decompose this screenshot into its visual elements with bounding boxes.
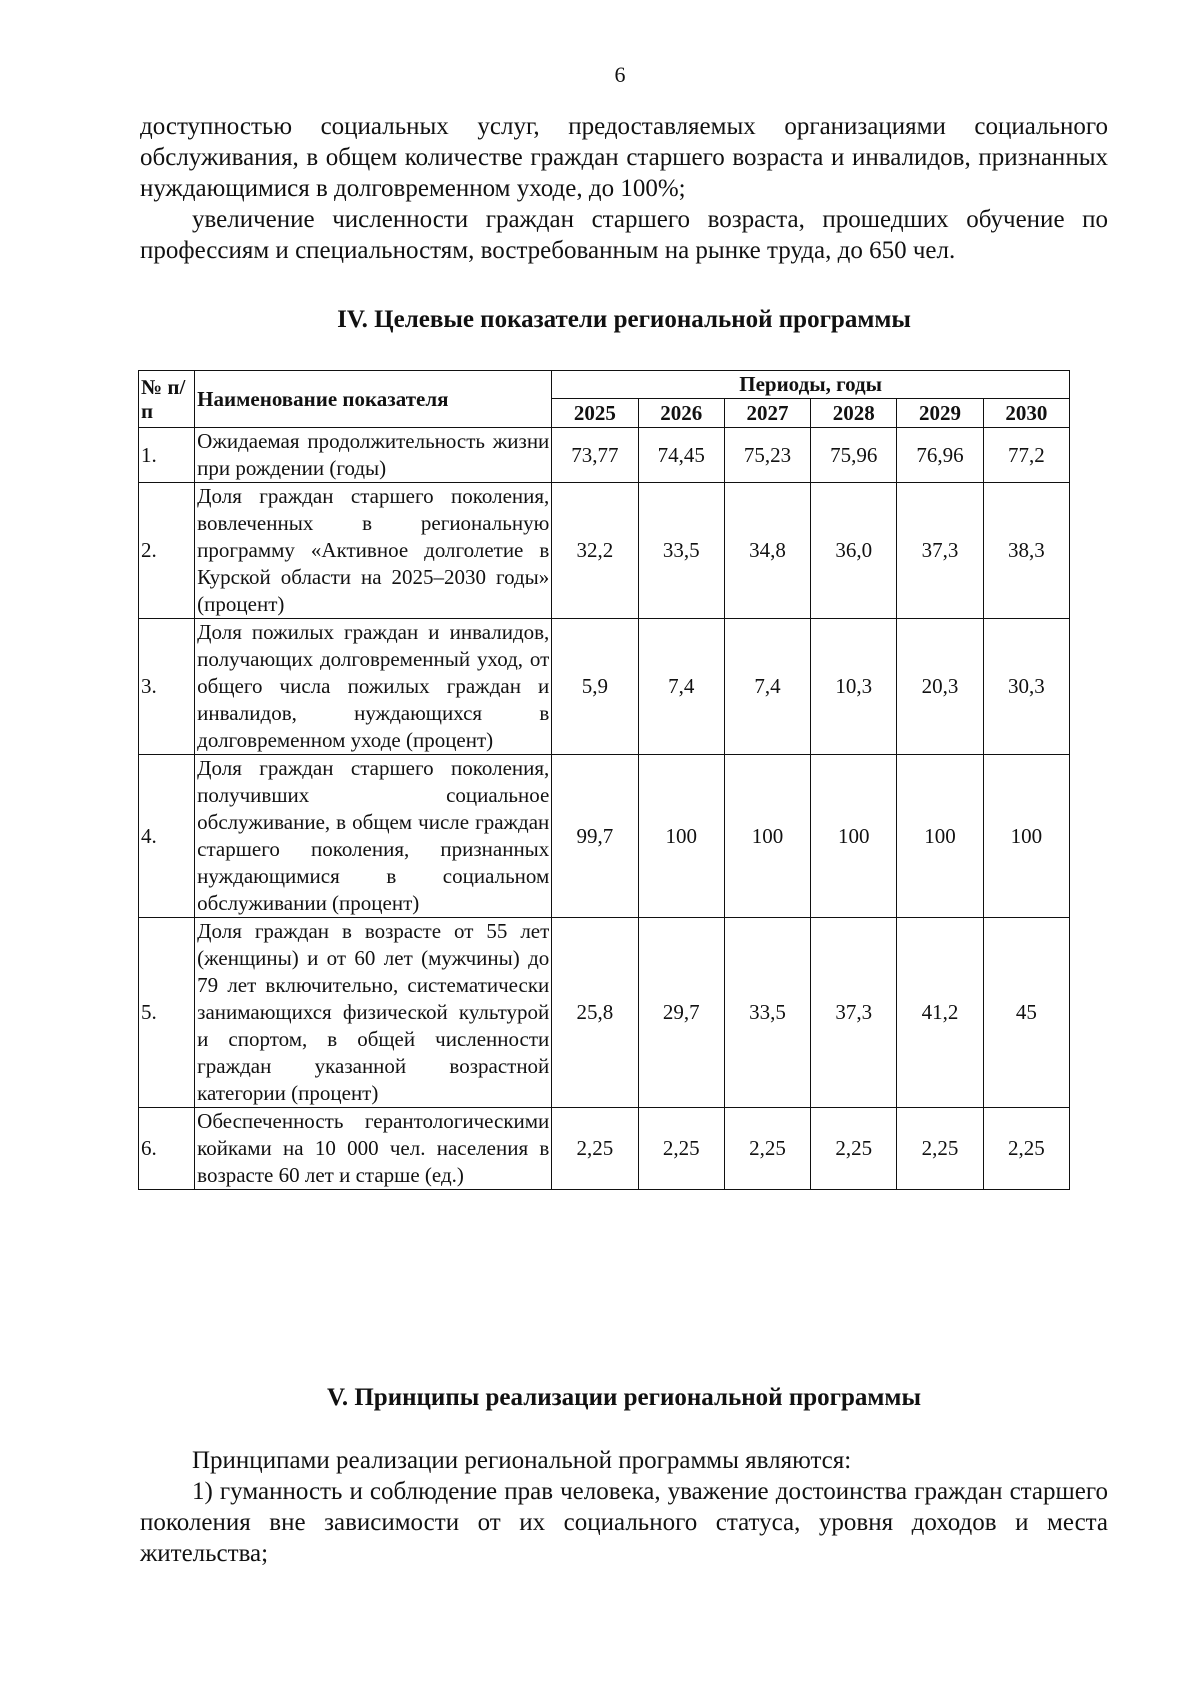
section-iv-heading: IV. Целевые показатели региональной программы [337,306,911,333]
header-year: 2030 [983,399,1069,428]
indicator-value: 33,5 [724,918,810,1108]
indicator-value: 32,2 [552,483,638,619]
indicator-name: Доля граждан в возрасте от 55 лет (женщины) и от 60 лет (мужчины) до 79 лет включительно, систематически занимающихся физической культурой и спортом, в общей численности граждан указанной возрастной категории (процент) [195,918,552,1108]
row-number: 4. [139,755,195,918]
indicator-value: 36,0 [811,483,897,619]
page-number: 6 [614,62,626,87]
indicator-name: Доля пожилых граждан и инвалидов, получающих долговременный уход, от общего числа пожилых граждан и инвалидов, нуждающихся в долговременном уходе (процент) [195,619,552,755]
indicator-value: 2,25 [811,1108,897,1190]
indicator-value: 10,3 [811,619,897,755]
table-row [139,755,1070,918]
row-number: 1. [139,428,195,483]
indicator-value: 33,5 [638,483,724,619]
indicator-value: 30,3 [983,619,1069,755]
principles-paragraph: 1) гуманность и соблюдение прав человека, уважение достоинства граждан старшего поколения вне зависимости от их социального статуса, уровня доходов и места жительства; [140,1478,1108,1567]
principles-paragraph: Принципами реализации региональной программы являются: [192,1447,852,1474]
indicator-value: 29,7 [638,918,724,1108]
table-row [139,619,1070,755]
intro-text [140,111,1108,266]
indicator-value: 41,2 [897,918,983,1108]
indicator-value: 25,8 [552,918,638,1108]
section-v-heading: V. Принципы реализации региональной программы [327,1384,921,1411]
indicator-value: 100 [724,755,810,918]
indicator-value: 100 [897,755,983,918]
indicator-value: 2,25 [724,1108,810,1190]
indicator-value: 74,45 [638,428,724,483]
header-year: 2027 [724,399,810,428]
header-indicator-name: Наименование показателя [195,371,552,428]
indicator-value: 37,3 [897,483,983,619]
row-number: 2. [139,483,195,619]
indicator-value: 2,25 [983,1108,1069,1190]
indicator-value: 5,9 [552,619,638,755]
header-periods: Периоды, годы [552,371,1070,399]
indicator-value: 99,7 [552,755,638,918]
header-year: 2025 [552,399,638,428]
table-row [139,483,1070,619]
indicator-value: 100 [638,755,724,918]
indicator-value: 73,77 [552,428,638,483]
indicator-value: 7,4 [724,619,810,755]
indicator-name: Обеспеченность герантологическими койками на 10 000 чел. населения в возрасте 60 лет и старше (ед.) [195,1108,552,1190]
indicator-value: 100 [811,755,897,918]
indicator-value: 34,8 [724,483,810,619]
intro-paragraph: доступностью социальных услуг, предоставляемых организациями социального обслуживания, в общем количестве граждан старшего возраста и инвалидов, признанных нуждающимися в долговременном уходе, до 100%; [140,113,1108,202]
indicator-value: 2,25 [552,1108,638,1190]
intro-paragraph: увеличение численности граждан старшего возраста, прошедших обучение по профессиям и специальностям, востребованным на рынке труда, до 650 чел. [140,206,1108,264]
indicator-name: Ожидаемая продолжительность жизни при рождении (годы) [195,428,552,483]
indicator-value: 75,96 [811,428,897,483]
header-year: 2029 [897,399,983,428]
indicator-value: 38,3 [983,483,1069,619]
row-number: 3. [139,619,195,755]
indicator-value: 20,3 [897,619,983,755]
indicator-value: 75,23 [724,428,810,483]
indicator-value: 45 [983,918,1069,1108]
row-number: 5. [139,918,195,1108]
indicator-value: 77,2 [983,428,1069,483]
table-row [139,428,1070,483]
indicator-value: 7,4 [638,619,724,755]
table-row [139,1108,1070,1190]
row-number: 6. [139,1108,195,1190]
header-year: 2026 [638,399,724,428]
header-number: № п/п [139,371,195,428]
indicator-value: 2,25 [638,1108,724,1190]
header-year: 2028 [811,399,897,428]
indicator-name: Доля граждан старшего поколения, получивших социальное обслуживание, в общем числе граждан старшего поколения, признанных нуждающимися в социальном обслуживании (процент) [195,755,552,918]
indicator-value: 100 [983,755,1069,918]
indicator-value: 76,96 [897,428,983,483]
principles-text [140,1445,1108,1569]
target-indicators-table [138,370,1070,1190]
table-row [139,918,1070,1108]
indicator-name: Доля граждан старшего поколения, вовлеченных в региональную программу «Активное долголетие в Курской области на 2025–2030 годы» (процент) [195,483,552,619]
indicator-value: 2,25 [897,1108,983,1190]
indicator-value: 37,3 [811,918,897,1108]
